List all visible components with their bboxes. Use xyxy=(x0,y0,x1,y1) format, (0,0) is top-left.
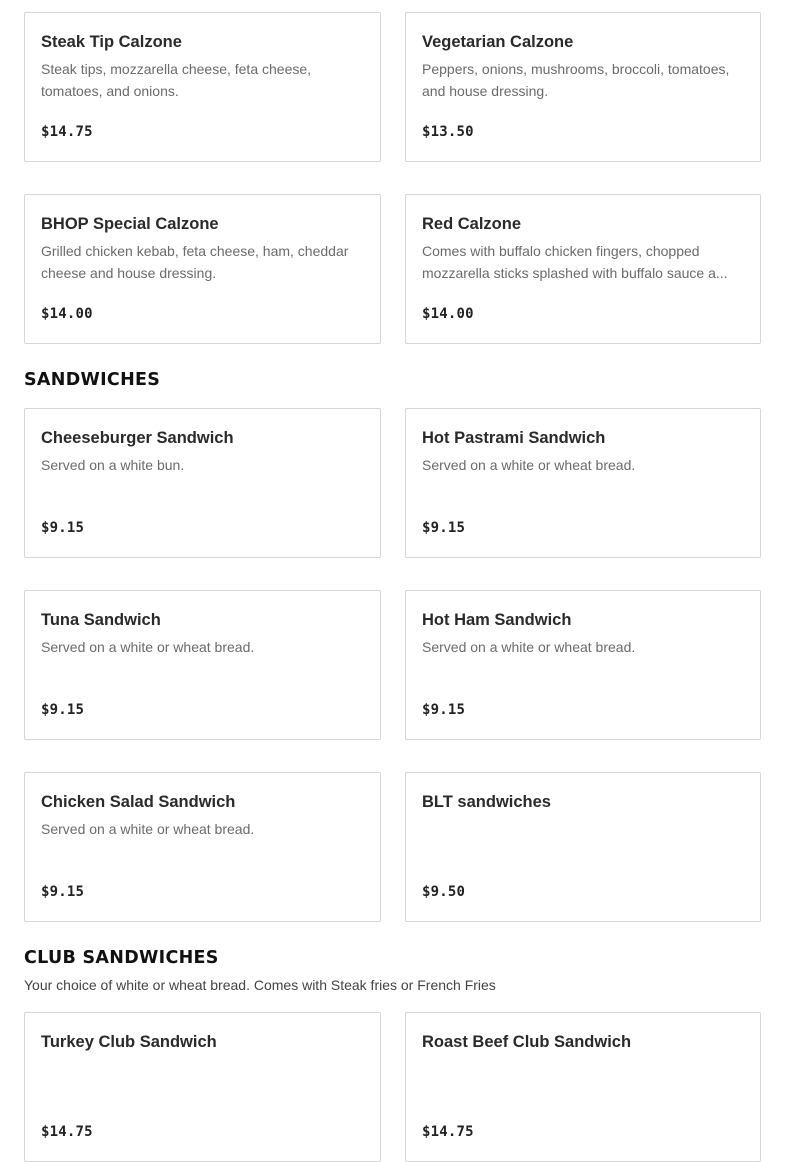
menu-item-card[interactable] xyxy=(405,408,761,558)
menu-item-card[interactable] xyxy=(405,590,761,740)
menu-item-price: $14.75 xyxy=(41,1124,93,1140)
menu-item-card[interactable] xyxy=(24,408,381,558)
menu-item-card[interactable] xyxy=(24,194,381,344)
section-title-sandwiches: SANDWICHES xyxy=(24,370,161,390)
menu-item-price: $9.15 xyxy=(41,884,85,900)
menu-item-price: $9.15 xyxy=(422,520,466,536)
menu-item-description: Peppers, onions, mushrooms, broccoli, tomatoes, and house dressing. xyxy=(422,61,730,99)
menu-item-description: Served on a white or wheat bread. xyxy=(41,821,255,837)
menu-item-card[interactable] xyxy=(405,1012,761,1162)
menu-item-price: $14.00 xyxy=(41,306,93,322)
menu-item-card[interactable] xyxy=(405,194,761,344)
menu-item-price: $13.50 xyxy=(422,124,474,140)
menu-item-description: Served on a white or wheat bread. xyxy=(422,457,636,473)
menu-item-price: $14.75 xyxy=(422,1124,474,1140)
menu-item-name: Cheeseburger Sandwich xyxy=(41,429,234,447)
menu-item-name: Roast Beef Club Sandwich xyxy=(422,1033,632,1051)
menu-item-description: Served on a white bun. xyxy=(41,457,185,473)
menu-item-price: $9.15 xyxy=(41,520,85,536)
menu-item-card[interactable] xyxy=(405,12,761,162)
menu-item-card[interactable] xyxy=(405,772,761,922)
menu-item-name: Chicken Salad Sandwich xyxy=(41,793,236,811)
menu-item-name: Hot Ham Sandwich xyxy=(422,611,572,629)
section-title-club-sandwiches: CLUB SANDWICHES xyxy=(24,948,219,968)
menu-item-price: $14.75 xyxy=(41,124,93,140)
menu-item-price: $9.50 xyxy=(422,884,466,900)
sandwich-grid xyxy=(24,408,761,922)
menu-item-card[interactable] xyxy=(24,772,381,922)
menu-item-name: Steak Tip Calzone xyxy=(41,33,182,51)
menu-item-name: Turkey Club Sandwich xyxy=(41,1033,217,1051)
menu-item-name: BHOP Special Calzone xyxy=(41,215,219,233)
menu-item-price: $9.15 xyxy=(422,702,466,718)
menu-item-price: $14.00 xyxy=(422,306,474,322)
menu-item-name: BLT sandwiches xyxy=(422,793,551,811)
menu-item-card[interactable] xyxy=(24,1012,381,1162)
club-sandwich-grid xyxy=(24,1012,761,1162)
menu-item-description: Comes with buffalo chicken fingers, chopped mozzarella sticks splashed with buffalo sauce a... xyxy=(422,243,728,281)
menu-item-description: Served on a white or wheat bread. xyxy=(422,639,636,655)
menu-item-name: Tuna Sandwich xyxy=(41,611,161,629)
menu-item-description: Steak tips, mozzarella cheese, feta cheese, tomatoes, and onions. xyxy=(41,61,312,99)
calzone-grid xyxy=(24,12,761,344)
menu-item-card[interactable] xyxy=(24,590,381,740)
menu-item-description: Served on a white or wheat bread. xyxy=(41,639,255,655)
menu-item-price: $9.15 xyxy=(41,702,85,718)
menu-item-description: Grilled chicken kebab, feta cheese, ham, cheddar cheese and house dressing. xyxy=(41,243,349,281)
menu-item-name: Hot Pastrami Sandwich xyxy=(422,429,606,447)
menu-item-card[interactable] xyxy=(24,12,381,162)
section-description: Your choice of white or wheat bread. Comes with Steak fries or French Fries xyxy=(24,977,496,993)
menu-item-name: Red Calzone xyxy=(422,215,522,233)
menu-item-name: Vegetarian Calzone xyxy=(422,33,574,51)
